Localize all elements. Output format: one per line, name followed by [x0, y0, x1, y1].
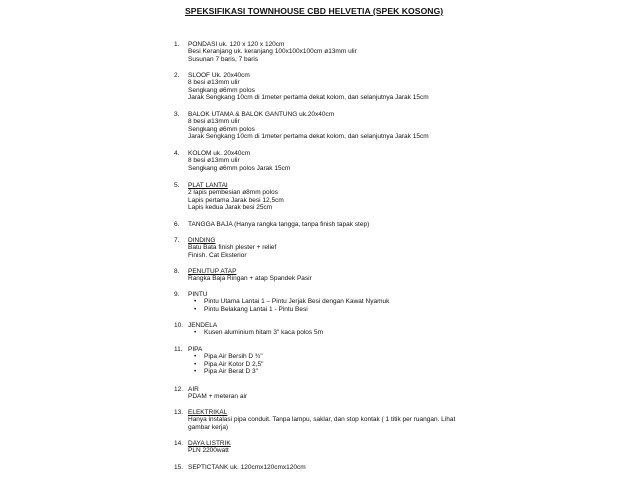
item-number: 13. [174, 409, 184, 416]
item-number: 3. [174, 111, 180, 118]
item-heading: PLAT LANTAI [188, 182, 228, 189]
item-heading: SLOOF Uk. 20x40cm [188, 72, 250, 79]
item-number: 4. [174, 150, 180, 157]
bullet-text: Kusen aluminium hitam 3" kaca polos 5m [204, 329, 324, 337]
item-line: Lapis kedua Jarak besi 25cm [188, 204, 273, 212]
item-line: Susunan 7 baris, 7 baris [188, 55, 259, 63]
item-heading: KOLOM uk. 20x40cm [188, 150, 251, 157]
item-number: 9. [174, 291, 180, 298]
bullet-dot-icon: • [194, 329, 197, 337]
bullet-item [188, 361, 638, 368]
item-line: Rangka Baja Ringan + atap Spandek Pasir [188, 275, 312, 283]
item-line: Finish. Cat Eksterior [188, 251, 247, 259]
item-line: Batu Bata finish plester + relief [188, 244, 277, 252]
item-number: 6. [174, 221, 180, 228]
bullet-dot-icon: • [194, 305, 197, 313]
bullet-text: Pipa Air Kotor D 2,5" [204, 360, 264, 368]
bullet-item [188, 329, 638, 336]
item-line: Sengkang ø6mm polos [188, 86, 255, 94]
item-heading: DINDING [188, 237, 216, 244]
item-line: 2 lapis pembesian ø8mm polos [188, 189, 278, 197]
item-heading: PIPA [188, 346, 203, 353]
item-heading: JENDELA [188, 322, 218, 329]
item-number: 10. [174, 322, 184, 329]
item-heading: TANGGA BAJA (Hanya rangka tangga, tanpa finish tapak step) [188, 221, 370, 228]
item-line: 8 besi ø13mm ulir [188, 118, 240, 126]
item-heading: BALOK UTAMA & BALOK GANTUNG uk.20x40cm [188, 111, 335, 118]
item-number: 11. [174, 346, 183, 353]
bullet-dot-icon: • [194, 298, 197, 306]
item-heading: SEPTICTANK uk. 120cmx120cmx120cm [188, 464, 306, 471]
item-number: 5. [174, 182, 180, 189]
item-heading: PENUTUP ATAP [188, 268, 237, 275]
item-line: Lapis pertama Jarak besi 12,5cm [188, 196, 284, 204]
bullet-dot-icon: • [194, 368, 197, 376]
item-number: 14. [174, 440, 184, 447]
item-line: PDAM + meteran air [188, 393, 248, 401]
item-number: 1. [174, 41, 180, 48]
bullet-item [188, 353, 638, 360]
item-number: 7. [174, 237, 180, 244]
bullet-text: Pintu Belakang Lantai 1 - Pintu Besi [204, 305, 308, 313]
item-line: Besi Keranjang uk. keranjang 100x100x100cm ø13mm ulir [188, 48, 357, 56]
bullet-text: Pipa Air Berat D 3" [204, 368, 258, 376]
item-heading: DAYA LISTRIK [188, 440, 231, 447]
item-number: 12. [174, 386, 184, 393]
item-number: 15. [174, 464, 184, 471]
document-title: SPEKSIFIKASI TOWNHOUSE CBD HELVETIA (SPEK KOSONG) [185, 6, 444, 16]
bullet-dot-icon: • [194, 360, 197, 368]
bullet-item [188, 298, 638, 305]
item-line: Jarak Sengkang 10cm di 1meter pertama dekat kolom, dan selanjutnya Jarak 15cm [188, 94, 429, 102]
bullet-text: Pipa Air Bersih D ¾" [204, 353, 263, 361]
item-heading: AIR [188, 386, 199, 393]
item-heading: PINTU [188, 291, 208, 298]
item-heading: ELEKTRIKAL [188, 409, 228, 416]
bullet-item [188, 306, 638, 313]
item-line: Jarak Sengkang 10cm di 1meter pertama dekat kolom, dan selanjutnya Jarak 15cm [188, 133, 429, 141]
bullet-item [188, 368, 638, 375]
item-line: Hanya instalasi pipa conduit. Tanpa lampu, saklar, dan stop kontak ( 1 titik per ruangan. Lihat gambar kerja) [188, 416, 456, 431]
item-line: 8 besi ø13mm ulir [188, 79, 240, 87]
item-heading: PONDASI uk. 120 x 120 x 120cm [188, 41, 285, 48]
bullet-text: Pintu Utama Lantai 1 – Pintu Jerjak Besi dengan Kawat Nyamuk [204, 298, 390, 306]
item-line: 8 besi ø13mm ulir [188, 157, 240, 165]
item-number: 2. [174, 72, 180, 79]
bullet-dot-icon: • [194, 353, 197, 361]
item-line: Sengkang ø6mm polos [188, 125, 255, 133]
item-number: 8. [174, 268, 180, 275]
item-line: Sengkang ø6mm polos Jarak 15cm [188, 164, 291, 172]
item-line: PLN 2200watt [188, 447, 229, 455]
